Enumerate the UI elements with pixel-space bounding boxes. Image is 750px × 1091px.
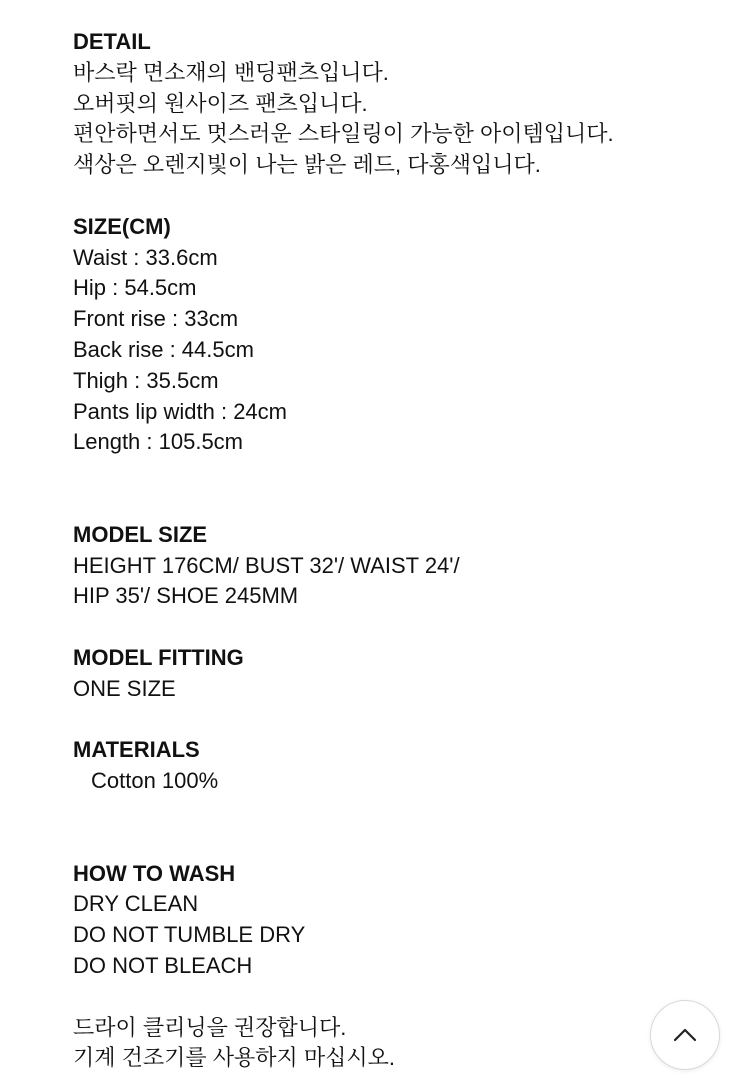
materials-line: Cotton 100% — [91, 768, 219, 794]
detail-line: 오버핏의 원사이즈 팬츠입니다. — [73, 90, 368, 116]
size-line: Back rise : 44.5cm — [73, 336, 254, 362]
model-fitting-heading: MODEL FITTING — [73, 644, 244, 670]
model-fitting-line: ONE SIZE — [73, 675, 176, 701]
size-line: Hip : 54.5cm — [73, 275, 197, 301]
spacer — [73, 705, 713, 736]
spacer — [73, 458, 713, 520]
detail-line: 바스락 면소재의 밴딩팬츠입니다. — [73, 59, 389, 85]
spacer — [73, 797, 713, 859]
size-line: Pants lip width : 24cm — [73, 398, 287, 424]
care-note-line: 기계 건조기를 사용하지 마십시오. — [73, 1045, 395, 1071]
size-line: Thigh : 35.5cm — [73, 367, 219, 393]
detail-line: 색상은 오렌지빛이 나는 밝은 레드, 다홍색입니다. — [73, 152, 541, 178]
model-size-heading: MODEL SIZE — [73, 521, 208, 547]
care-note-line: 드라이 클리닝을 권장합니다. — [73, 1014, 347, 1040]
wash-line: DO NOT BLEACH — [73, 952, 253, 978]
wash-line: DRY CLEAN — [73, 891, 199, 917]
wash-line: DO NOT TUMBLE DRY — [73, 922, 306, 948]
scroll-to-top-button[interactable] — [650, 1000, 720, 1070]
spacer — [73, 982, 713, 1013]
product-info — [73, 27, 713, 1074]
model-size-line: HIP 35'/ SHOE 245MM — [73, 583, 299, 609]
size-line: Front rise : 33cm — [73, 306, 239, 332]
spacer — [73, 181, 713, 212]
size-line: Length : 105.5cm — [73, 429, 244, 455]
model-size-line: HEIGHT 176CM/ BUST 32'/ WAIST 24'/ — [73, 552, 460, 578]
materials-heading: MATERIALS — [73, 737, 200, 763]
spacer — [73, 612, 713, 643]
detail-line: 편안하면서도 멋스러운 스타일링이 가능한 아이템입니다. — [73, 121, 614, 147]
how-to-wash-heading: HOW TO WASH — [73, 860, 236, 886]
detail-heading: DETAIL — [73, 29, 151, 54]
size-line: Waist : 33.6cm — [73, 244, 218, 270]
size-heading: SIZE(CM) — [73, 213, 171, 239]
chevron-up-icon — [671, 1021, 699, 1049]
